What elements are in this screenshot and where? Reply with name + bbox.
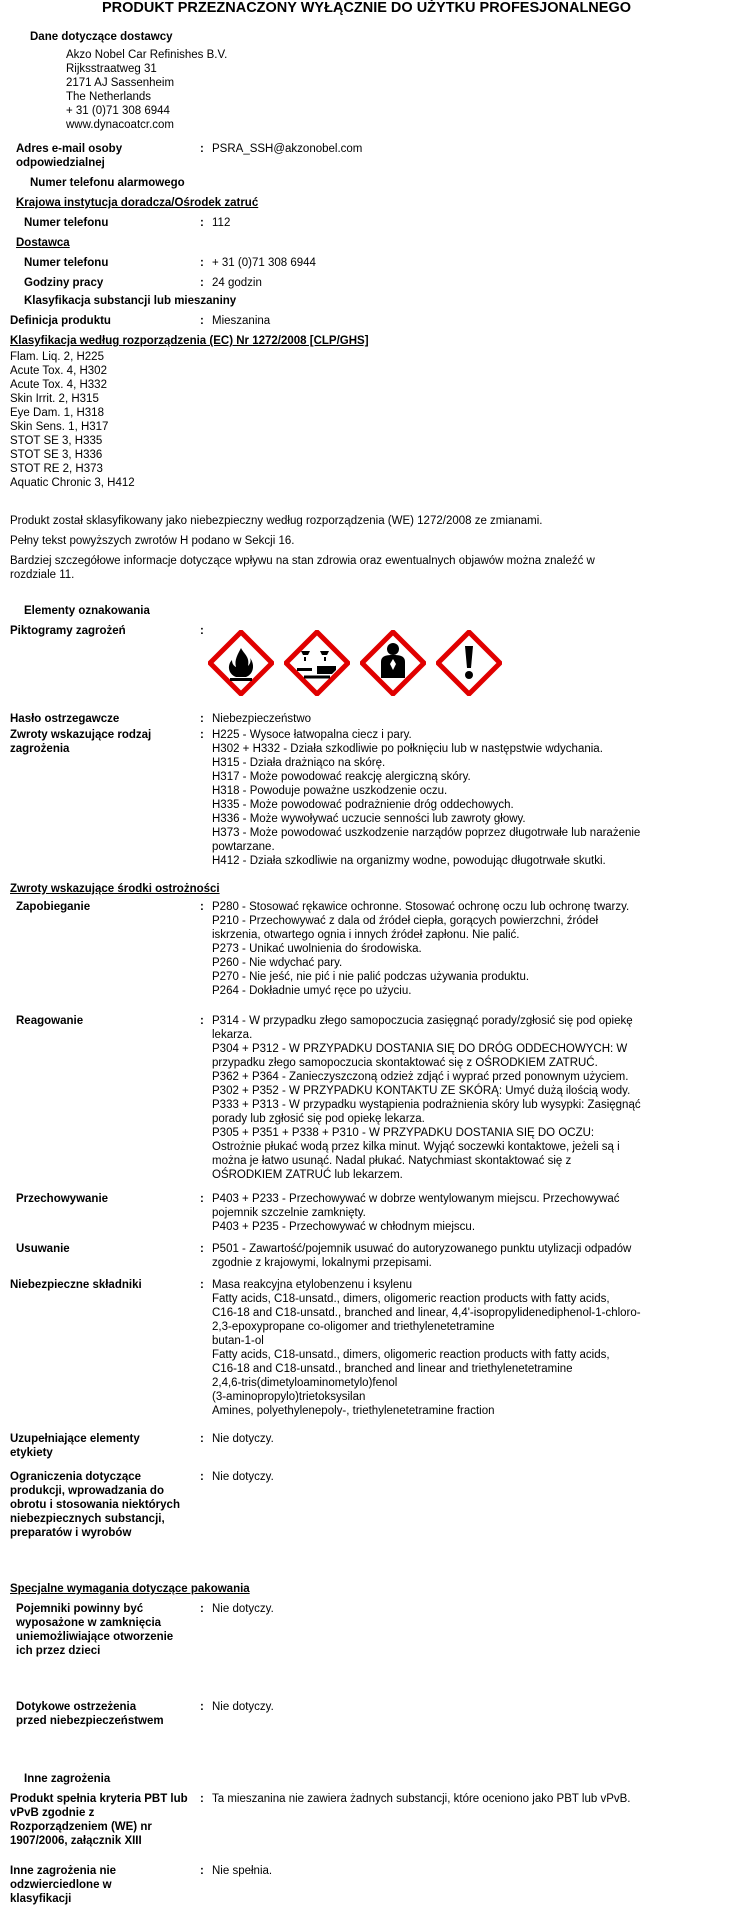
classification-item: Eye Dam. 1, H318 [10,407,104,419]
classification-item: Acute Tox. 4, H332 [10,379,107,391]
hazard-statement: H412 - Działa szkodliwie na organizmy wodne, powodując długotrwałe skutki. [212,855,606,867]
colon: : [200,1793,204,1805]
colon: : [200,729,204,741]
signal-word-value: Niebezpieczeństwo [212,713,312,725]
classification-item: STOT SE 3, H336 [10,449,103,461]
national-phone-label: Numer telefonu [24,217,109,229]
response-statement: Ostrożnie płukać wodą przez kilka minut. Wyjąć soczewki kontaktowe, jeżeli są i [212,1141,620,1153]
national-centre-heading: Krajowa instytucja doradcza/Ośrodek zatruć [16,197,259,209]
hazard-statement: H336 - Może wywoływać uczucie senności lub zawroty głowy. [212,813,526,825]
supplier-website: www.dynacoatcr.com [66,119,175,131]
colon: : [200,143,204,155]
prevention-statement: P260 - Nie wdychać pary. [212,957,343,969]
supplier-line: + 31 (0)71 308 6944 [66,105,170,117]
storage-statement: pojemnik szczelnie zamknięty. [212,1207,366,1219]
exclamation-pictogram [436,630,502,696]
prevention-statement: P210 - Przechowywać z dala od źródeł ciepła, gorących powierzchni, źródeł [212,915,599,927]
hours-label: Godziny pracy [24,277,104,289]
supplementary-value: Nie dotyczy. [212,1433,274,1445]
classification-item: Skin Sens. 1, H317 [10,421,109,433]
response-label: Reagowanie [16,1015,84,1027]
hazard-statement: H318 - Powoduje poważne uszkodzenie oczu. [212,785,448,797]
colon: : [200,1471,204,1483]
supplier-line: Rijksstraatweg 31 [66,63,157,75]
colon: : [200,1015,204,1027]
response-statement: P333 + P313 - W przypadku wystąpienia podrażnienia skóry lub wysypki: Zasięgnąć [212,1099,641,1111]
emergency-heading: Numer telefonu alarmowego [30,177,185,189]
supplier-line: The Netherlands [66,91,152,103]
disposal-statement: zgodnie z krajowymi, lokalnymi przepisami. [212,1257,432,1269]
disposal-statement: P501 - Zawartość/pojemnik usuwać do autoryzowanego punktu utylizacji odpadów [212,1243,632,1255]
colon: : [200,1701,204,1713]
hazard-statement: powtarzane. [212,841,275,853]
colon: : [200,625,204,637]
prevention-statement: P264 - Dokładnie umyć ręce po użyciu. [212,985,412,997]
response-statement: przypadku złego samopoczucia skontaktować się z OŚRODKIEM ZATRUĆ. [212,1057,598,1069]
email-label: Adres e-mail osoby odpowiedzialnej [16,143,123,169]
classification-item: Aquatic Chronic 3, H412 [10,477,135,489]
prevention-statements [212,900,717,998]
response-statement: OŚRODKIEM ZATRUĆ lub lekarzem. [212,1169,403,1181]
colon: : [200,1865,204,1877]
label-elements-heading: Elementy oznakowania [24,605,150,617]
hazard-statement: H317 - Może powodować reakcję alergiczną skóry. [212,771,471,783]
supplier-phone-label: Numer telefonu [24,257,109,269]
colon: : [200,901,204,913]
classification-note: Pełny tekst powyższych zwrotów H podano w Sekcji 16. [10,535,295,547]
hazard-statement: H335 - Może powodować podrażnienie dróg oddechowych. [212,799,514,811]
classification-note: rozdziale 11. [10,569,75,581]
response-statement: P314 - W przypadku złego samopoczucia zasięgnąć porady/zgłosić się pod opiekę [212,1015,633,1027]
classification-item: STOT RE 2, H373 [10,463,103,475]
hazard-statement: H315 - Działa drażniąco na skórę. [212,757,386,769]
flame-pictogram [208,630,274,696]
ingredient: Masa reakcyjna etylobenzenu i ksylenu [212,1279,413,1291]
classification-note: Produkt został sklasyfikowany jako niebezpieczny według rozporządzenia (WE) 1272/2008 ze zmianami. [10,515,543,527]
storage-statements [212,1192,717,1234]
colon: : [200,1433,204,1445]
other-hazards-heading: Inne zagrożenia [24,1773,111,1785]
hazard-statement: H225 - Wysoce łatwopalna ciecz i pary. [212,729,412,741]
colon: : [200,1279,204,1291]
ingredient: 2,3-epoxypropane co-oligomer and triethylenetetramine [212,1321,495,1333]
storage-label: Przechowywanie [16,1193,109,1205]
pbt-value: Ta mieszanina nie zawiera żadnych substancji, które oceniono jako PBT lub vPvB. [212,1793,631,1805]
response-statement: P302 + P352 - W PRZYPADKU KONTAKTU ZE SKÓRĄ: Umyć dużą ilością wody. [212,1085,631,1097]
colon: : [200,1193,204,1205]
national-phone-value: 112 [212,217,231,229]
prevention-label: Zapobieganie [16,901,91,913]
response-statements [212,1014,717,1182]
colon: : [200,217,204,229]
definition-value: Mieszanina [212,315,271,327]
hazard-statement: H302 + H332 - Działa szkodliwie po połknięciu lub w następstwie wdychania. [212,743,603,755]
ingredient: C16-18 and C18-unsatd., branched and linear, 4,4'-isopropylidenediphenol-1-chloro- [212,1307,641,1319]
other-hazards-value: Nie spełnia. [212,1865,273,1877]
child-resistant-label: Pojemniki powinny być wyposażone w zamknięcia uniemożliwiające otworzenie ich przez dzieci [16,1603,174,1657]
ingredient: C16-18 and C18-unsatd., branched and linear and triethylenetetramine [212,1363,573,1375]
precautionary-heading: Zwroty wskazujące środki ostrożności [10,883,220,895]
response-statement: P362 + P364 - Zanieczyszczoną odzież zdjąć i wyprać przed ponownym użyciem. [212,1071,629,1083]
ingredient: Fatty acids, C18-unsatd., dimers, oligomeric reaction products with fatty acids, [212,1293,610,1305]
response-statement: można je łatwo usunąć. Nadal płukać. Natychmiast skontaktować się z [212,1155,572,1167]
supplier-emergency-heading: Dostawca [16,237,70,249]
ingredient: Amines, polyethylenepoly-, triethylenetetramine fraction [212,1405,495,1417]
other-hazards-label: Inne zagrożenia nie odzwierciedlone w klasyfikacji [10,1865,117,1905]
colon: : [200,315,204,327]
classification-list [10,350,135,490]
colon: : [200,1243,204,1255]
hours-value: 24 godzin [212,277,262,289]
health-hazard-pictogram [360,630,426,696]
definition-label: Definicja produktu [10,315,111,327]
ingredients-label: Niebezpieczne składniki [10,1279,142,1291]
restrictions-value: Nie dotyczy. [212,1471,274,1483]
prevention-statement: P280 - Stosować rękawice ochronne. Stosować ochronę oczu lub ochronę twarzy. [212,901,630,913]
ingredient: (3-aminopropylo)trietoksysilan [212,1391,366,1403]
ingredient: butan-1-ol [212,1335,264,1347]
supplier-line: 2171 AJ Sassenheim [66,77,175,89]
colon: : [200,713,204,725]
restrictions-label: Ograniczenia dotyczące produkcji, wprowadzania do obrotu i stosowania niektórych niebezpiecznych substancji, preparatów i wyrobów [10,1471,180,1539]
ingredients-list [212,1278,717,1418]
prevention-statement: P270 - Nie jeść, nie pić i nie palić podczas używania produktu. [212,971,530,983]
pictograms-label: Piktogramy zagrożeń [10,625,126,637]
response-statement: lekarza. [212,1029,253,1041]
email-value: PSRA_SSH@akzonobel.com [212,143,363,155]
child-resistant-value: Nie dotyczy. [212,1603,274,1615]
prevention-statement: P273 - Unikać uwolnienia do środowiska. [212,943,422,955]
classification-note: Bardziej szczegółowe informacje dotyczące wpływu na stan zdrowia oraz ewentualnych objawów można znaleźć w [10,555,595,567]
storage-statement: P403 + P233 - Przechowywać w dobrze wentylowanym miejscu. Przechowywać [212,1193,620,1205]
prevention-statement: iskrzenia, otwartego ognia i innych źródeł zapłonu. Nie palić. [212,929,520,941]
colon: : [200,1603,204,1615]
packaging-heading: Specjalne wymagania dotyczące pakowania [10,1583,250,1595]
classification-item: STOT SE 3, H335 [10,435,103,447]
response-statement: P305 + P351 + P338 + P310 - W PRZYPADKU DOSTANIA SIĘ DO OCZU: [212,1127,595,1139]
classification-item: Acute Tox. 4, H302 [10,365,107,377]
tactile-warning-label: Dotykowe ostrzeżenia przed niebezpieczeństwem [16,1701,164,1727]
ingredient: 2,4,6-tris(dimetyloaminometylo)fenol [212,1377,398,1389]
colon: : [200,257,204,269]
response-statement: P304 + P312 - W PRZYPADKU DOSTANIA SIĘ DO DRÓG ODDECHOWYCH: W [212,1043,628,1055]
classification-item: Skin Irrit. 2, H315 [10,393,99,405]
disposal-statements [212,1242,717,1270]
classification-item: Flam. Liq. 2, H225 [10,351,104,363]
storage-statement: P403 + P235 - Przechowywać w chłodnym miejscu. [212,1221,476,1233]
colon: : [200,277,204,289]
hazard-statements [212,728,717,868]
supplier-phone-value: + 31 (0)71 308 6944 [212,257,316,269]
classification-heading: Klasyfikacja substancji lub mieszaniny [24,295,237,307]
supplementary-label: Uzupełniające elementy etykiety [10,1433,140,1459]
signal-word-label: Hasło ostrzegawcze [10,713,120,725]
hazard-statement: H373 - Może powodować uszkodzenie narządów poprzez długotrwałe lub narażenie [212,827,641,839]
tactile-warning-value: Nie dotyczy. [212,1701,274,1713]
corrosion-pictogram [284,630,350,696]
pbt-label: Produkt spełnia kryteria PBT lub vPvB zgodnie z Rozporządzeniem (WE) nr 1907/2006, załącznik XIII [10,1793,188,1847]
response-statement: porady lub zgłosić się pod opiekę lekarza. [212,1113,425,1125]
supplier-line: Akzo Nobel Car Refinishes B.V. [66,49,228,61]
hazard-statements-label: Zwroty wskazujące rodzaj zagrożenia [10,729,152,755]
disposal-label: Usuwanie [16,1243,70,1255]
regulation-heading: Klasyfikacja według rozporządzenia (EC) Nr 1272/2008 [CLP/GHS] [10,335,369,347]
ingredient: Fatty acids, C18-unsatd., dimers, oligomeric reaction products with fatty acids, [212,1349,610,1361]
supplier-heading: Dane dotyczące dostawcy [30,31,173,43]
document-title: PRODUKT PRZEZNACZONY WYŁĄCZNIE DO UŻYTKU PROFESJONALNEGO [102,0,631,16]
